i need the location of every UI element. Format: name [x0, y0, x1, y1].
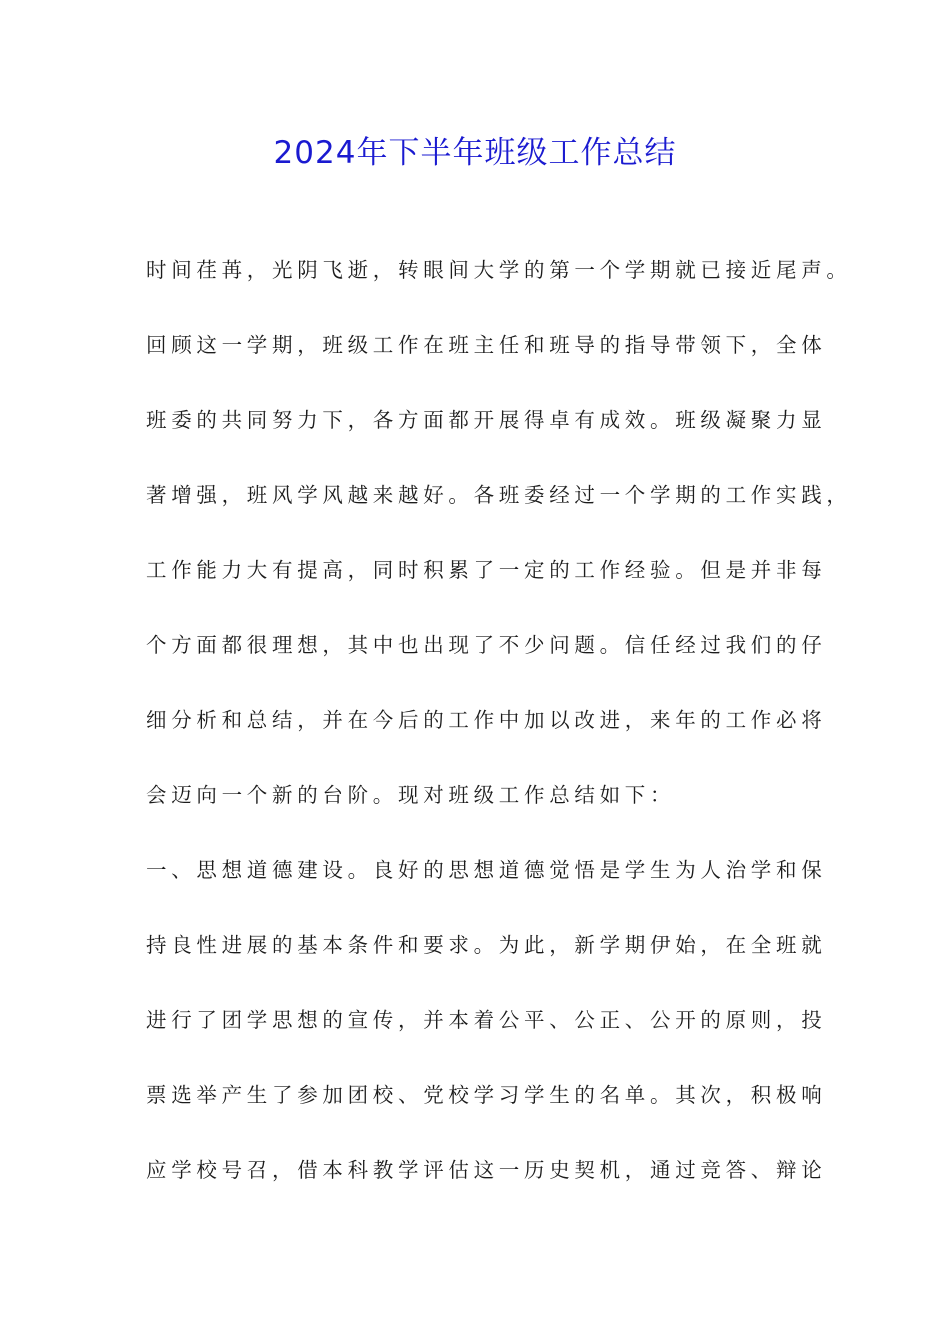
paragraph-line: 会迈向一个新的台阶。现对班级工作总结如下：: [146, 783, 676, 807]
document-title: 2024年下半年班级工作总结: [273, 135, 677, 171]
paragraph-line: 工作能力大有提高，同时积累了一定的工作经验。但是并非每: [146, 558, 827, 582]
paragraph-line: 票选举产生了参加团校、党校学习学生的名单。其次，积极响: [146, 1083, 827, 1107]
document-body: [146, 250, 852, 1225]
paragraph-line: 进行了团学思想的宣传，并本着公平、公正、公开的原则，投: [146, 1008, 827, 1032]
paragraph-line: 回顾这一学期，班级工作在班主任和班导的指导带领下，全体: [146, 333, 827, 357]
paragraph-line: 细分析和总结，并在今后的工作中加以改进，来年的工作必将: [146, 708, 827, 732]
paragraph-line: 班委的共同努力下，各方面都开展得卓有成效。班级凝聚力显: [146, 408, 827, 432]
paragraph-line: 著增强，班风学风越来越好。各班委经过一个学期的工作实践，: [146, 483, 852, 507]
paragraph-line: 一、思想道德建设。良好的思想道德觉悟是学生为人治学和保: [146, 858, 827, 882]
paragraph-line: 时间荏苒，光阴飞逝，转眼间大学的第一个学期就已接近尾声。: [146, 258, 852, 282]
paragraph-line: 应学校号召，借本科教学评估这一历史契机，通过竞答、辩论: [146, 1158, 827, 1182]
paragraph-line: 持良性进展的基本条件和要求。为此，新学期伊始，在全班就: [146, 933, 827, 957]
paragraph-line: 个方面都很理想，其中也出现了不少问题。信任经过我们的仔: [146, 633, 827, 657]
